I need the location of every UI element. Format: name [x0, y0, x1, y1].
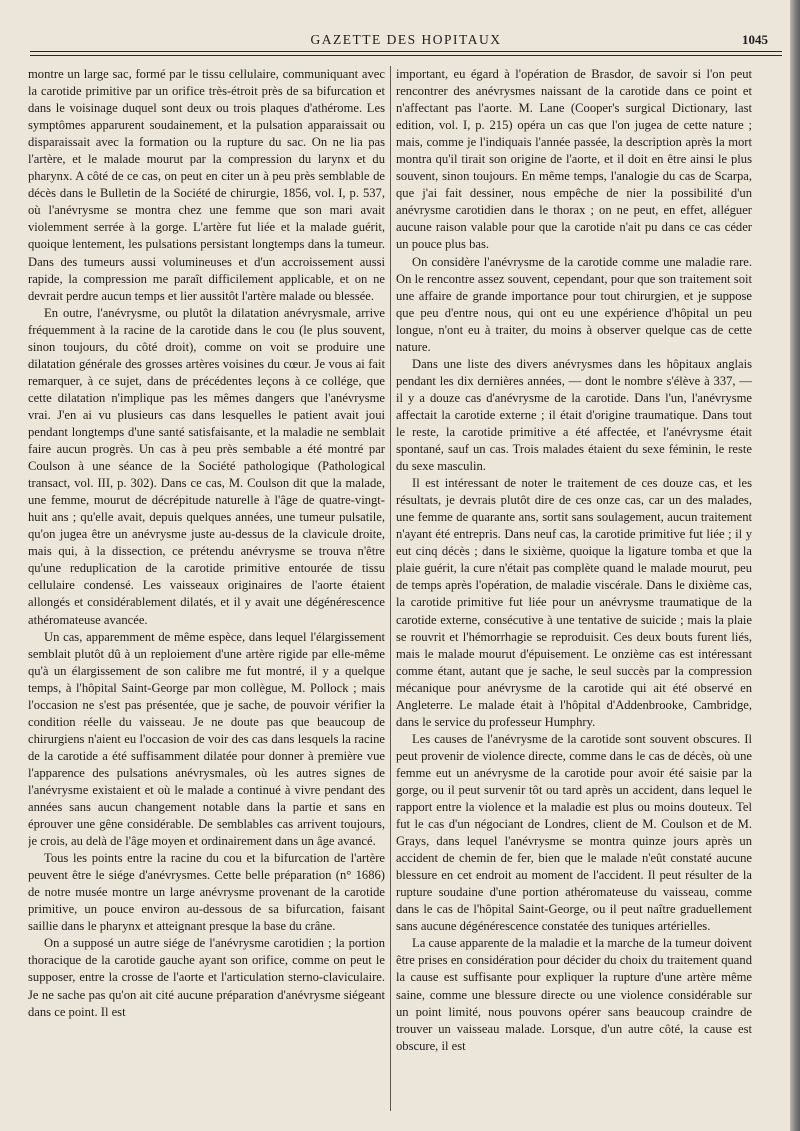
journal-title: GAZETTE DES HOPITAUX [310, 32, 502, 47]
paragraph: Tous les points entre la racine du cou et la bifurcation de l'artère peuvent être le siége d'anévrysmes. Cette belle préparation (n° 1686) de notre musée montre un large anévrysme provenant de la carotide primitive, un pouce environ au-dessous de sa bifurcation, faisant saillie dans le pharynx et atteignant presque la base du crâne. [28, 851, 385, 934]
column-divider [390, 66, 391, 1111]
paragraph: En outre, l'anévrysme, ou plutôt la dilatation anévrysmale, arrive fréquemment à la racine de la carotide dans le cou (le plus souvent, sinon toujours, du côté droit), comme on voit se produire une dilatation générale des grosses artères voisines du cœur. Je vous ai fait remarquer, à ce sujet, dans de précédentes leçons à ce collége, que cette dilatation n'implique pas les mêmes dangers que l'anévrysme vrai. J'en ai vu plusieurs cas dans lesquelles le patient avait joui pendant longtemps d'une santé satisfaisante, et la maladie ne semblait faire aucun progrès. Un cas à peu près sembable a été montré par Coulson à une séance de la Société pathologique (Pathological transact, vol. III, p. 302). Dans ce cas, M. Coulson dit que la malade, une femme, mourut de décrépitude naturelle à l'âge de quatre-vingt-huit ans ; qu'elle avait, depuis quelques années, une tumeur pulsatile, qu'on jugea être un anévrysme juste au-dessus de la clavicule droite, mais qui, à la dissection, ce prétendu anévrysme se trouva n'être qu'une reduplication de la carotide primitive entourée de tissu cellulaire condensé. Les vaisseaux originaires de l'aorte étaient allongés et considérablement dilatés, et il y avait une dégénérescence athéromateuse avancée. [28, 305, 385, 627]
paragraph: montre un large sac, formé par le tissu cellulaire, communiquant avec la carotide primitive par un orifice très-étroit près de sa bifurcation et dans le voisinage duquel sont deux ou trois plaques d'athérome. Les symptômes apparurent soudainement, et la pulsation apparaissait ou disparaissait avec la formation ou la rupture du sac. On ne lia pas l'artère, et le malade mourut par la compression du larynx et du pharynx. A côté de ce cas, on peut en citer un à peu près semblable de décès dans le Bulletin de la Société de chirurgie, 1856, vol. I, p. 537, où l'anévrysme se montra chez une femme que son mari avait violemment serrée à la gorge. L'artère fut liée et la malade guérit, quoique lentement, les pulsations persistant longtemps dans la tumeur. Dans des tumeurs aussi volumineuses et d'un accroissement aussi rapide, la compression me paraît difficilement applicable, et on ne devrait perdre aucun temps et lier aussitôt l'artère malade ou blessée. [28, 67, 385, 303]
page-header [30, 26, 782, 58]
paragraph: important, eu égard à l'opération de Brasdor, de savoir si l'on peut rencontrer des anévrysmes naissant de la carotide dans ce point et n'affectant pas l'aorte. M. Lane (Cooper's surgical Dictionary, last edition, vol. I, p. 215) opéra un cas que l'on jugea de cette nature ; mais, comme je l'indiquais l'année passée, la description après la mort montra qu'il tirait son origine de l'aorte, et il doit en être ainsi le plus souvent, sinon toujours. En même temps, l'analogie du cas de Scarpa, que j'ai fait dessiner, nous empêche de nier la possibilité d'un anévrysme carotidien dans le thorax ; on ne peut, en effet, alléguer aucune raison valable pour que la carotide n'ait pu dans ce cas céder un pouce plus bas. [396, 67, 752, 252]
header-rule-thin [30, 55, 782, 56]
paragraph: Il est intéressant de noter le traitement de ces douze cas, et les résultats, je devrais plutôt dire de ces onze cas, car un des malades, une femme de quarante ans, sortit sans soulagement, aucun traitement n'ayant été entrepris. Dans neuf cas, la carotide primitive fut liée ; il y eut cinq décès ; dans le sixième, quoique la ligature tomba et que la plaie guérit, la cure n'était pas complète quand le malade mourut, peu de temps après l'opération, de maladie viscérale. Dans le dixième cas, la carotide primitive fut liée pour un anévrysme traumatique de la carotide externe, consécutive à une tentative de suicide ; mais la plaie se rouvrit et l'hémorrhagie se reproduisit. Ces deux bouts furent liés, mais le malade mourut d'épuisement. Le onzième cas est intéressant comme étant, autant que je sache, le seul succès par la compression mécanique pour anévrysme de la carotide qui ait été observé en Angleterre. Le malade était à l'hôpital d'Addenbrooke, Cambridge, dans le service du professeur Humphry. [396, 476, 752, 729]
paragraph: Dans une liste des divers anévrysmes dans les hôpitaux anglais pendant les dix dernières années, — dont le nombre s'élève à 337, — il y a douze cas d'anévrysme de la carotide. Dans l'un, l'anévrysme affectait la carotide externe ; il était d'origine traumatique. Dans tout le reste, la carotide primitive a été affectée, et l'anévrysme était spontané, sauf un cas. Trois malades étaient du sexe féminin, le reste du sexe masculin. [396, 356, 752, 474]
left-column [28, 66, 385, 1116]
header-rule [30, 51, 782, 52]
paragraph: On considère l'anévrysme de la carotide comme une maladie rare. On le rencontre assez souvent, cependant, pour que son traitement soit une affaire de grande importance pour tout chirurgien, et je suppose que peu d'entre nous, qui ont eu une expérience d'hôpital un peu longue, n'ont eu à traiter, du moins à observer quelque cas de cette nature. [396, 254, 752, 354]
paragraph: Un cas, apparemment de même espèce, dans lequel l'élargissement semblait plutôt dû à un reploiement d'une artère rigide par elle-même qu'à un élargissement de son calibre me fut montré, il y a quelque temps, à l'hôpital Saint-George par mon collègue, M. Pollock ; mais l'occasion ne s'est pas présentée, que je sache, de pouvoir vérifier la condition réelle du vaisseau. Je ne doute pas que beaucoup de chirurgiens n'aient eu l'occasion de voir des cas dans lesquels la racine de la carotide a été suffisamment dilatée pour donner à première vue l'apparence des pulsations anévrysmales, où les autres signes de l'anévrysme existaient et où le malade a continué à vivre pendant des années sans aucun changement notable dans la partie et sans en éprouver une gêne considérable. De semblables cas arrivent toujours, je crois, au delà de l'âge moyen et ordinairement dans un âge avancé. [28, 629, 385, 849]
paragraph: On a supposé un autre siége de l'anévrysme carotidien ; la portion thoracique de la carotide gauche ayant son orifice, comme on peut le supposer, entre la crosse de l'aorte et l'articulation sterno-claviculaire. Je ne sache pas qu'on ait cité aucune préparation d'anévrysme siégeant dans ce point. Il est [28, 936, 385, 1019]
page-number: 1045 [742, 32, 768, 47]
scan-right-edge [790, 0, 800, 1131]
paragraph: La cause apparente de la maladie et la marche de la tumeur doivent être prises en considération pour décider du choix du traitement quand la cause est suffisante pour expliquer la rupture d'une artère même saine, comme une blessure directe ou une violence considérable sur un point limité, nous pouvons opérer sans beaucoup craindre de trouver un vaisseau malade. Lorsque, d'un autre côté, la cause est obscure, il est [396, 936, 752, 1053]
paragraph: Les causes de l'anévrysme de la carotide sont souvent obscures. Il peut provenir de violence directe, comme dans le cas de décès, où une femme eut un anévrysme de la carotide pour avoir été saisie par la gorge, ou il peut survenir tôt ou tard après un accident, dans lequel le rapport entre la violence et la maladie est plus ou moins douteux. Tel fut le cas d'un négociant de Londres, client de M. Coulson et de M. Grays, dans lequel l'anévrysme se montra quinze jours après un accident de chemin de fer, bien que le malade n'eût constaté aucune blessure en cet endroit au moment de l'accident. Il peut résulter de la rupture soudaine d'une portion athéromateuse du vaisseau, comme dans le cas de l'hôpital Saint-George, ou il peut naître graduellement sans aucune dégénérescence constatée des tuniques artérielles. [396, 731, 752, 934]
right-column [396, 66, 752, 1116]
